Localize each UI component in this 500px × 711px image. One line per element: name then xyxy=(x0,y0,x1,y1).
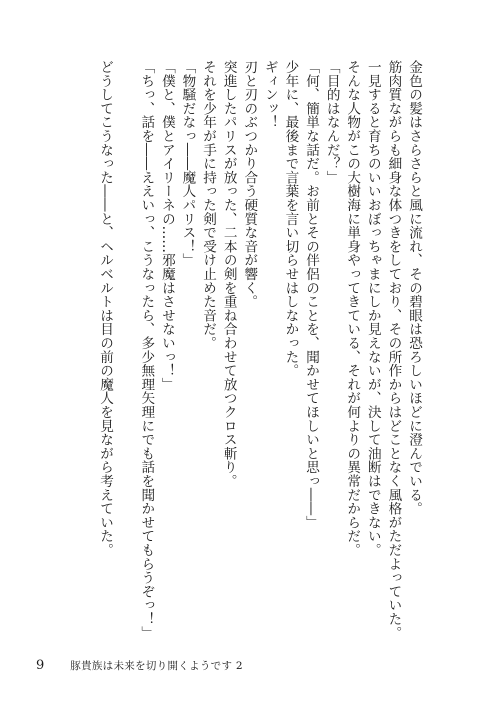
dialogue-line: 「物騒だなっ――魔人パリス！」 xyxy=(179,60,196,267)
text-line: それを少年が手に持った剣で受け止めた音だ。 xyxy=(200,60,217,350)
body-text xyxy=(95,60,425,640)
text-line: 筋肉質ながらも細身な体つきをしており、その所作からはどことなく風格がただよっていた。 xyxy=(385,60,402,640)
page-number: 9 xyxy=(36,658,45,673)
text-line: 刃と刃のぶつかり合う硬質な音が響く。 xyxy=(241,60,258,309)
page-footer xyxy=(36,658,243,673)
sound-effect-line: ギィンッ！ xyxy=(261,60,278,129)
text-line: 少年に、最後まで言葉を言い切らせはしなかった。 xyxy=(282,60,299,378)
text-line: 突進したパリスが放った、二本の剣を重ね合わせて放つクロス斬り。 xyxy=(220,60,237,488)
dialogue-line: 「ちっ、話を――ええいっ、こうなったら、多少無理矢理にでも話を聞かせてもらうぞっ！」 xyxy=(138,60,155,640)
text-line: そんな人物がこの大樹海に単身やってきている、それが何よりの異常だからだ。 xyxy=(344,60,361,557)
text-line: どうしてこうなった――と、ヘルベルトは目の前の魔人を見ながら考えていた。 xyxy=(97,60,114,557)
dialogue-line: 「目的はなんだ？」 xyxy=(323,60,340,185)
blank-line xyxy=(115,60,136,625)
text-line: 一見すると育ちのいいおぼっちゃまにしか見えないが、決して油断はできない。 xyxy=(364,60,381,557)
text-line: 金色の髪はさらさらと風に流れ、その碧眼は恐ろしいほどに澄んでいる。 xyxy=(406,60,422,516)
dialogue-line: 「僕と、僕とアイリーネの……邪魔はさせないっ！」 xyxy=(158,60,175,392)
dialogue-line: 「何、簡単な話だ。お前とその伴侶のことを、聞かせてほしいと思っ――」 xyxy=(303,60,320,530)
book-title: 豚貴族は未来を切り開くようです 2 xyxy=(70,660,243,672)
